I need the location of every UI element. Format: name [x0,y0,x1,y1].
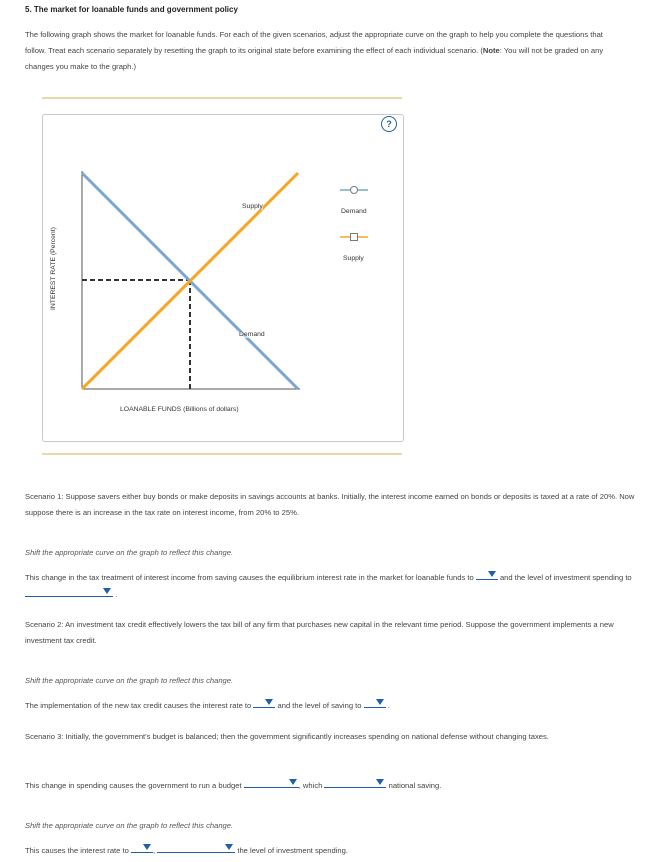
top-divider [42,97,402,99]
legend-demand-label: Demand [341,208,367,215]
help-icon[interactable]: ? [381,116,397,132]
s2-interest-rate-dropdown[interactable] [253,697,275,708]
scenario-3-question-1: This change in spending causes the government to run a budget , which national saving. [25,777,637,794]
chevron-down-icon [289,779,297,785]
supply-curve-label: Supply [242,203,263,210]
scenario-3-text: Scenario 3: Initially, the government's budget is balanced; then the government significantly increases spending on national defense without changing taxes. [25,732,549,741]
scenario-3-instruction: Shift the appropriate curve on the graph to reflect this change. [25,821,234,830]
scenario-1-text: Scenario 1: Suppose savers either buy bonds or make deposits in savings accounts at banks. Initially, the interest income earned on bonds or deposits is taxed at a rate of 20%. Now suppose there is an increase in the tax rate on interest income, from 20% to 25%. [25,492,635,517]
s3-budget-dropdown[interactable] [244,777,299,788]
chevron-down-icon [103,588,111,594]
chevron-down-icon [265,699,273,705]
chevron-down-icon [143,844,151,850]
x-axis-label: LOANABLE FUNDS (Billions of dollars) [120,406,239,413]
scenario-3-question-2: This causes the interest rate to , the level of investment spending. [25,842,637,859]
scenario-2-text: Scenario 2: An investment tax credit effectively lowers the tax bill of any firm that purchases new capital in the relevant time period. Suppose the government implements a new investment tax credit. [25,620,614,645]
s1-investment-dropdown[interactable] [25,586,113,597]
scenario-2-instruction: Shift the appropriate curve on the graph to reflect this change. [25,676,234,685]
scenario-1-instruction: Shift the appropriate curve on the graph to reflect this change. [25,548,234,557]
scenario-2-question: The implementation of the new tax credit causes the interest rate to and the level of saving to . [25,697,637,714]
s3-investment-dropdown[interactable] [157,842,235,853]
chevron-down-icon [376,699,384,705]
y-axis-label: INTEREST RATE (Percent) [50,227,57,310]
demand-curve-label: Demand [239,331,265,338]
page-title: 5. The market for loanable funds and government policy [25,5,238,14]
chevron-down-icon [488,571,496,577]
s3-national-saving-dropdown[interactable] [324,777,386,788]
intro-text: The following graph shows the market for loanable funds. For each of the given scenarios, adjust the appropriate curve on the graph to help you complete the questions that follow. Treat each scenario separately by resetting the graph to its original state before examining the effect of each individual scenario. (Note: You will not be graded on any changes you make to the graph.) [25,30,604,71]
legend-supply-square-icon[interactable] [351,234,358,241]
s2-saving-dropdown[interactable] [364,697,386,708]
chevron-down-icon [225,844,233,850]
note-label: Note [482,46,500,55]
scenario-1-question: This change in the tax treatment of interest income from saving causes the equilibrium interest rate in the market for loanable funds to and the level of investment spending to . [25,569,637,603]
legend-demand-circle-icon[interactable] [351,187,358,194]
loanable-funds-graph[interactable] [42,114,402,440]
chevron-down-icon [376,779,384,785]
s1-interest-rate-dropdown[interactable] [476,569,498,580]
legend-supply-label: Supply [343,255,364,262]
s3-interest-rate-dropdown[interactable] [131,842,153,853]
bottom-divider [42,453,402,455]
